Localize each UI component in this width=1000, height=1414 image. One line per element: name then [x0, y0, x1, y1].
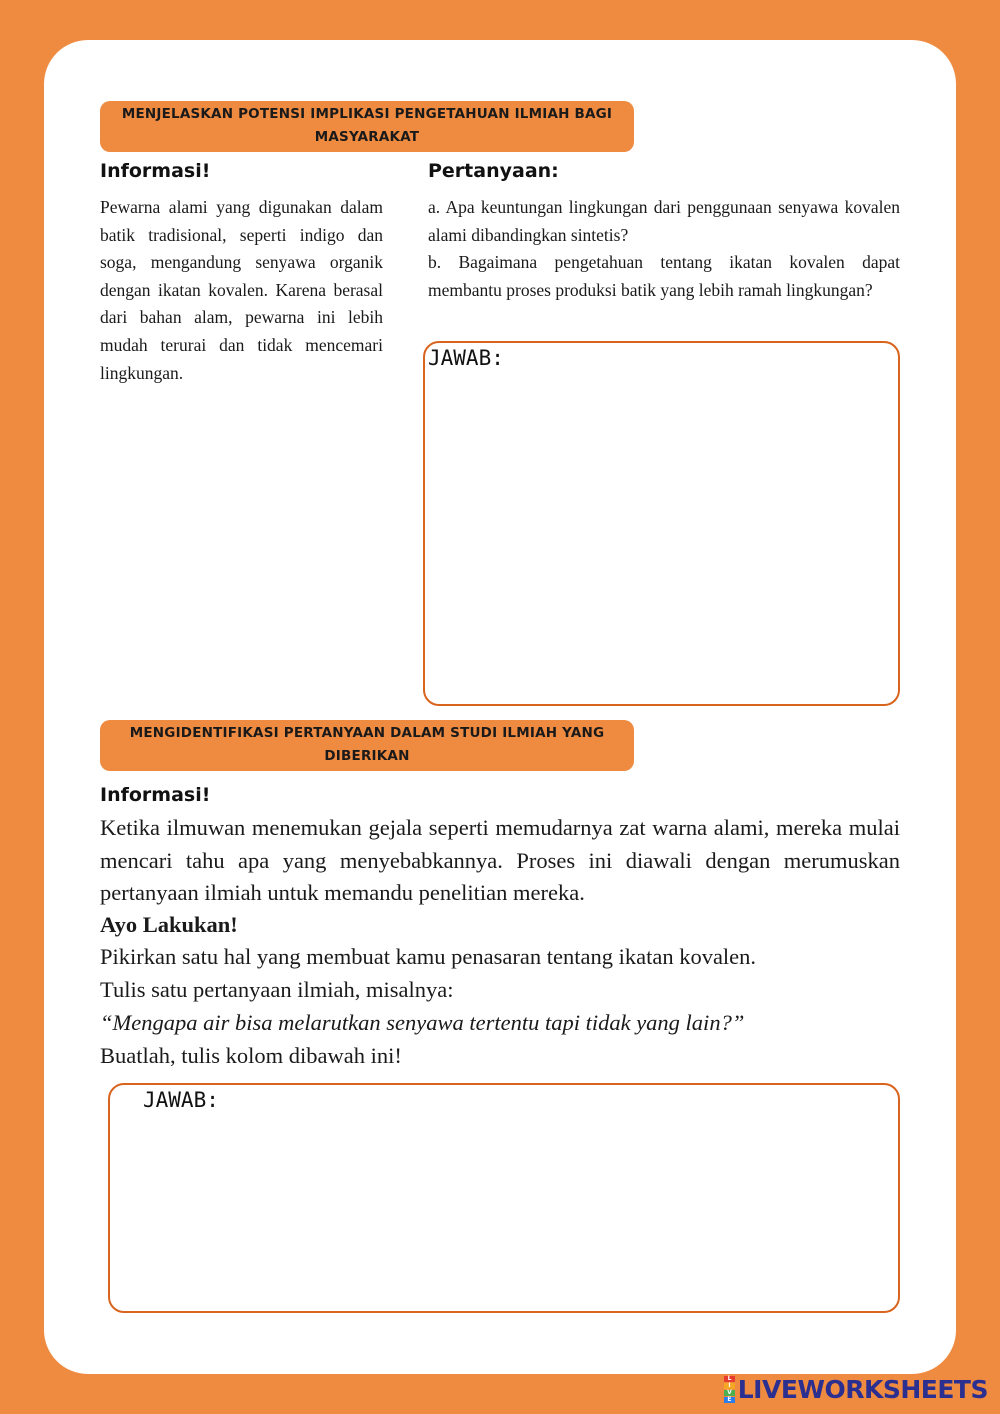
answer-box-1[interactable] — [423, 341, 900, 706]
live-logo-icon — [724, 1376, 735, 1403]
section1-info-heading: Informasi! — [100, 160, 211, 182]
example-question: “Mengapa air bisa melarutkan senyawa tertentu tapi tidak yang lain?” — [100, 1010, 745, 1035]
liveworksheets-brand[interactable] — [724, 1374, 988, 1404]
section1-info-text: Pewarna alami yang digunakan dalam batik tradisional, seperti indigo dan soga, mengandung senyawa organik dengan ikatan kovalen. Karena berasal dari bahan alam, pewarna ini lebih mudah terurai dan tidak mencemari lingkungan. — [100, 197, 383, 383]
answer-box-2[interactable] — [108, 1083, 900, 1313]
section2-banner: MENGIDENTIFIKASI PERTANYAAN DALAM STUDI ILMIAH YANG DIBERIKAN — [100, 720, 634, 771]
do-instruction-2: Tulis satu pertanyaan ilmiah, misalnya: — [100, 977, 454, 1002]
do-title: Ayo Lakukan! — [100, 912, 238, 937]
section1-banner: MENJELASKAN POTENSI IMPLIKASI PENGETAHUAN ILMIAH BAGI MASYARAKAT — [100, 101, 634, 152]
section2-info-heading: Informasi! — [100, 784, 211, 806]
section2-info-text: Ketika ilmuwan menemukan gejala seperti memudarnya zat warna alami, mereka mulai mencari tahu apa yang menyebabkannya. Proses ini diawali dengan merumuskan pertanyaan ilmiah untuk memandu penelitian mereka. — [100, 815, 900, 905]
logo-letter-e: E — [724, 1397, 735, 1403]
do-instruction-1: Pikirkan satu hal yang membuat kamu penasaran tentang ikatan kovalen. — [100, 944, 757, 969]
do-instruction-3: Buatlah, tulis kolom dibawah ini! — [100, 1043, 402, 1068]
logo-letter-l: L — [724, 1376, 735, 1382]
question-list — [428, 194, 900, 304]
question-b: b. Bagaimana pengetahuan tentang ikatan kovalen dapat membantu proses produksi batik yang lebih ramah lingkungan? — [428, 252, 900, 300]
section1-question-heading: Pertanyaan: — [428, 160, 559, 182]
answer-label-2: JAWAB: — [143, 1088, 219, 1112]
brand-text: LIVEWORKSHEETS — [737, 1374, 988, 1404]
logo-letter-i: I — [724, 1383, 735, 1389]
logo-letter-v: V — [724, 1390, 735, 1396]
question-a: a. Apa keuntungan lingkungan dari penggunaan senyawa kovalen alami dibandingkan sintetis? — [428, 197, 900, 245]
answer-label-1: JAWAB: — [428, 346, 504, 370]
